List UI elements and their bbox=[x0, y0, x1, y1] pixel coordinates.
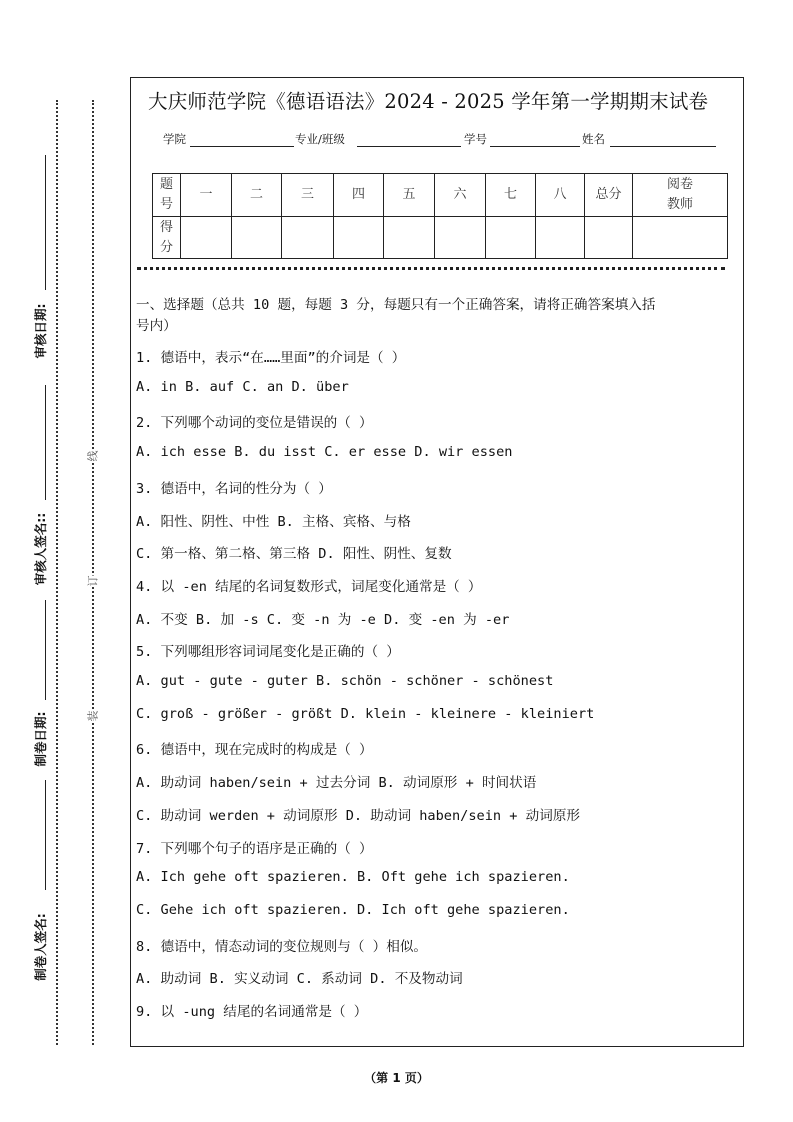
exam-title: 大庆师范学院《德语语法》2024 - 2025 学年第一学期期末试卷 bbox=[148, 90, 709, 113]
score-cell[interactable] bbox=[633, 217, 728, 259]
question-options: A. Ich gehe oft spazieren. B. Oft gehe ich spazieren. bbox=[136, 869, 570, 886]
score-table-header-row bbox=[153, 174, 728, 217]
binding-dotted-line-outer bbox=[56, 100, 58, 1045]
header-cell: 一 bbox=[181, 174, 232, 217]
field-label-college: 学院 bbox=[163, 132, 186, 146]
reviewer-date-line bbox=[45, 155, 46, 290]
student-id-input-line[interactable] bbox=[490, 146, 580, 147]
question-stem: 8. 德语中，情态动词的变位规则与（ ）相似。 bbox=[136, 938, 428, 955]
binding-dotted-line-inner bbox=[92, 100, 94, 1045]
maker-signature-label: 制卷人签名: bbox=[33, 913, 48, 981]
field-label-student-id: 学号 bbox=[464, 132, 487, 146]
header-cell: 五 bbox=[384, 174, 435, 217]
score-cell[interactable] bbox=[435, 217, 486, 259]
name-input-line[interactable] bbox=[610, 146, 716, 147]
score-label: 得分 bbox=[159, 219, 173, 255]
question-options: A. ich esse B. du isst C. er esse D. wir essen bbox=[136, 444, 513, 461]
score-cell[interactable] bbox=[585, 217, 633, 259]
score-cell[interactable] bbox=[181, 217, 232, 259]
header-cell-question-no bbox=[153, 174, 181, 217]
score-table bbox=[152, 173, 728, 259]
score-cell[interactable] bbox=[232, 217, 282, 259]
score-cell[interactable] bbox=[384, 217, 435, 259]
question-options: A. gut - gute - guter B. schön - schöner - schönest bbox=[136, 673, 554, 689]
maker-date-line bbox=[45, 600, 46, 700]
question-options: C. 助动词 werden + 动词原形 D. 助动词 haben/sein + 动词原形 bbox=[136, 807, 581, 824]
question-stem: 2. 下列哪个动词的变位是错误的（ ） bbox=[136, 415, 373, 432]
section-heading: 一、选择题（总共 10 题，每题 3 分，每题只有一个正确答案，请将正确答案填入括 bbox=[136, 297, 656, 313]
reviewer-signature-label: 审核人签名:: bbox=[33, 512, 48, 586]
question-options: C. 第一格、第二格、第三格 D. 阳性、阴性、复数 bbox=[136, 546, 452, 563]
score-cell[interactable] bbox=[486, 217, 536, 259]
question-options: A. 不变 B. 加 -s C. 变 -n 为 -e D. 变 -en 为 -er bbox=[136, 611, 510, 628]
question-stem: 1. 德语中，表示“在……里面”的介词是（ ） bbox=[136, 350, 406, 366]
major-class-input-line[interactable] bbox=[357, 146, 461, 147]
reviewer-signature-line bbox=[45, 385, 46, 500]
header-cell: 七 bbox=[486, 174, 536, 217]
question-no-label: 题号 bbox=[159, 177, 173, 212]
binding-mark-xian: 线 bbox=[86, 450, 100, 462]
question-options: A. in B. auf C. an D. über bbox=[136, 378, 349, 395]
section-heading-continued: 号内） bbox=[136, 318, 177, 334]
binding-mark-ding: 订 bbox=[86, 575, 100, 587]
maker-signature-line bbox=[45, 780, 46, 890]
question-options: C. groß - größer - größt D. klein - kleinere - kleiniert bbox=[136, 705, 595, 722]
header-cell: 总分 bbox=[585, 174, 633, 217]
question-stem: 6. 德语中，现在完成时的构成是（ ） bbox=[136, 742, 373, 759]
college-input-line[interactable] bbox=[190, 146, 294, 147]
score-row-label-cell bbox=[153, 217, 181, 259]
question-options: C. Gehe ich oft spazieren. D. Ich oft gehe spazieren. bbox=[136, 901, 570, 918]
score-cell[interactable] bbox=[282, 217, 334, 259]
field-label-major-class: 专业/班级 bbox=[295, 132, 345, 146]
field-label-name: 姓名 bbox=[582, 132, 605, 146]
header-cell-grader bbox=[633, 174, 728, 217]
question-options: A. 助动词 B. 实义动词 C. 系动词 D. 不及物动词 bbox=[136, 971, 463, 988]
question-stem: 5. 下列哪组形容词词尾变化是正确的（ ） bbox=[136, 644, 400, 661]
header-cell: 三 bbox=[282, 174, 334, 217]
page-number: （第 1 页） bbox=[364, 1071, 429, 1085]
question-stem: 9. 以 -ung 结尾的名词通常是（ ） bbox=[136, 1004, 368, 1020]
question-options: A. 阳性、阴性、中性 B. 主格、宾格、与格 bbox=[136, 513, 411, 530]
binding-mark-zhuang: 装 bbox=[86, 710, 100, 722]
question-stem: 4. 以 -en 结尾的名词复数形式，词尾变化通常是（ ） bbox=[136, 578, 482, 595]
header-cell: 八 bbox=[536, 174, 585, 217]
score-cell[interactable] bbox=[334, 217, 384, 259]
maker-date-label: 制卷日期: bbox=[33, 711, 48, 767]
question-stem: 7. 下列哪个句子的语序是正确的（ ） bbox=[136, 840, 373, 857]
score-cell[interactable] bbox=[536, 217, 585, 259]
question-options: A. 助动词 haben/sein + 过去分词 B. 动词原形 + 时间状语 bbox=[136, 775, 537, 792]
grader-label: 阅卷教师 bbox=[666, 177, 693, 212]
header-cell: 四 bbox=[334, 174, 384, 217]
header-cell: 六 bbox=[435, 174, 486, 217]
header-cell: 二 bbox=[232, 174, 282, 217]
section-divider-dotted bbox=[137, 267, 725, 270]
question-stem: 3. 德语中，名词的性分为（ ） bbox=[136, 480, 332, 497]
score-table-score-row bbox=[153, 217, 728, 259]
reviewer-date-label: 审核日期: bbox=[33, 303, 48, 359]
